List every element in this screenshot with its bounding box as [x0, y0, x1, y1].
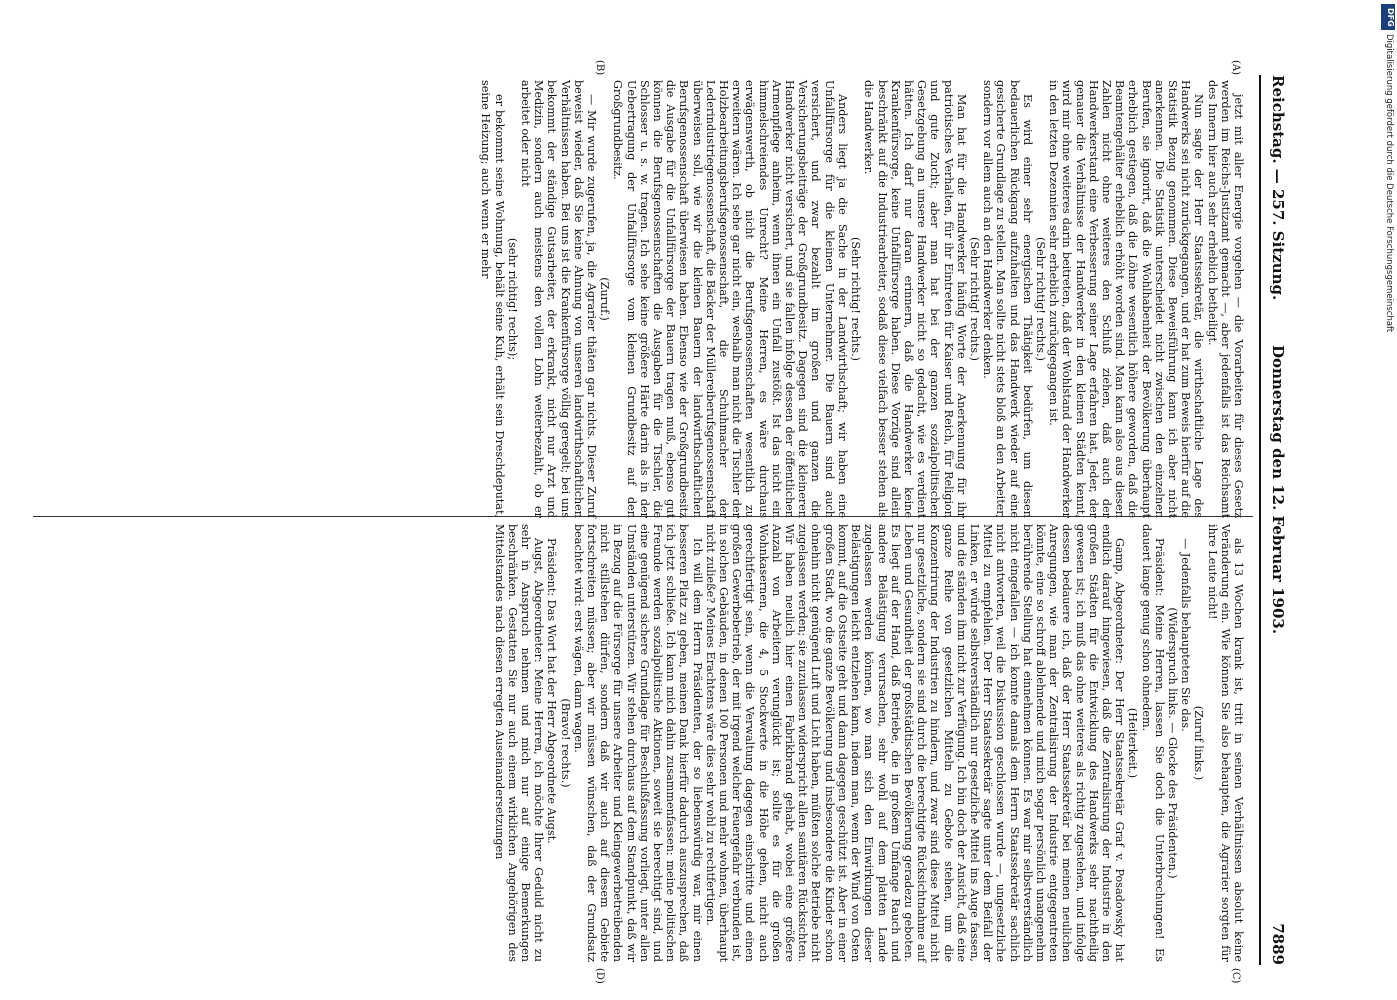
right-column-paragraph: (Bravo! rechts.) [558, 698, 572, 788]
right-column-paragraph: (Heiterkeit.) [1126, 707, 1140, 779]
left-column-paragraph: (Sehr richtig! rechts.) [849, 236, 863, 362]
right-column-paragraph: — Jedenfalls behaupteten Sie das. [1179, 538, 1193, 732]
header-left: Reichstag. — 257. Sitzung. [1269, 75, 1287, 301]
left-column-paragraph: (Sehr richtig! rechts.) [1033, 236, 1047, 362]
left-column-paragraph: Man hat für die Handwerker häufig Worte der Anerkennung für ihr patriotisches Verhalten, für ihr Eintreten für Kaiser und Reich, für Religion und gute Zucht; aber man hat bei der ganzen sozialpolitischen Gesetzgebung an unsere Handwerker nicht so gedacht, wie es verdient hätten. Ich darf nur daran erinnern, daß die Handwerker keine Krankenfürsorge, keine Unfallfürsorge haben. Diese Vorzüge sind allein beschränkt auf die Industriearbeiter, sodaß diese vielfach besser stehen als die Handwerker. [862, 80, 968, 518]
left-column [479, 80, 1245, 518]
right-column [492, 524, 1245, 962]
margin-mark-a: (A) [1230, 60, 1241, 76]
margin-mark-b: (B) [594, 60, 605, 76]
left-column-paragraph: Nun sagte der Herr Staatssekretär, die wirthschaftliche Lage des Handwerks sei nicht zurückgegangen, und er hat zum Beweis hierfür auf die Statistik Bezug genommen. Diese Beweisführung kann ich aber nicht anerkennen. Die Statistik unterscheidet nicht zwischen den einzelnen Berufen, sie ignorirt, daß die Wohlhabenheit der Bevölkerung überhaupt erheblich gestiegen, daß die Löhne wesentlich höhere geworden, daß die Beamtengehälter erheblich erhöht worden sind. Man kann also aus diesen Zahlen nicht ohne weiteres den Schluß ziehen, daß auch der Handwerkerstand eine Verbesserung seiner Lage erfahren hat. Jeder, der genauer die Verhältnisse der Handwerker in den kleinen Städten kennt, wird mir ohne weiteres darin beitreten, daß der Wohlstand der Handwerker in den letzten Dezennien sehr erheblich zurückgegangen ist. [1047, 80, 1206, 518]
right-column-paragraph: Ich will dem Herrn Präsidenten, der so liebenswürdig war, mir einen besseren Platz zu geben, meinen Dank hierfür dadurch auszusprechen, daß ich jetzt schließe. Ich kann mich dahin zusammenfassen: meine politischen Freunde werden sozialpolitische Aktionen, soweit sie berechtigt sind, und eine genügend sichere Grundlage für Beschlußfassung vorliegt, unter allen Umständen unterstützen. Wir stehen durchaus auf dem Standpunkt, daß wir in Bezug auf die Fürsorge für unsere Arbeiter und Kleingewerbetreibenden nicht stillstehen dürfen, sondern daß wir auch auf diesem Gebiete fortschreiten müssen; aber wir müssen wünschen, daß der Grundsatz beachtet wird: erst wägen, dann wagen. [571, 524, 704, 962]
left-column-paragraph: (sehr richtig! rechts); [505, 237, 519, 361]
running-header [1263, 75, 1287, 965]
header-date: Donnerstag den 12. Februar 1903. [1269, 345, 1287, 635]
right-column-paragraph: (Zuruf links.) [1192, 705, 1206, 781]
left-column-paragraph: Es wird einer sehr energischen Thätigkeit bedürfen, um diesen bedauerlichen Rückgang aufzuhalten und das Handwerk wieder auf eine gesicherte Grundlage zu stellen. Man sollte nicht stets bloß an den Arbeiter, sondern vor allem auch an den Handwerker denken. [981, 80, 1034, 518]
dfg-logo: DFG [1381, 4, 1395, 30]
right-column-paragraph: Präsident: Meine Herren, lassen Sie doch die Unterbrechungen! Es dauert lange genug schon ohnedem. [1139, 524, 1166, 962]
right-column-paragraph: Präsident: Das Wort hat der Herr Abgeordnete Augst. [545, 538, 559, 844]
column-rule [33, 516, 1253, 517]
left-column-paragraph: er bekommt seine Wohnung, behält seine Kuh, erhält sein Dreschdeputat, seine Heizung; auch wenn er mehr [479, 80, 506, 518]
funding-note: Digitalisierung gefördert durch die Deutsche Forschungsgemeinschaft [1384, 34, 1394, 333]
margin-mark-c: (C) [1230, 968, 1241, 984]
left-column-paragraph: jetzt mit aller Energie vorgehen — die Vorarbeiten für dieses Gesetz werden im Reichs-Justizamt gemacht —, aber jedenfalls ist das Reichsamt des Innern hier auch sehr erheblich betheiligt. [1205, 80, 1245, 518]
margin-mark-d: (D) [594, 968, 605, 984]
page-number: 7889 [1269, 923, 1287, 965]
right-column-paragraph: (Widerspruch links. — Glocke des Präsidenten.) [1165, 607, 1179, 879]
left-column-paragraph: — Mir wurde zugerufen, ja, die Agrarier thäten gar nichts. Dieser Zuruf beweist wieder, daß Sie keine Ahnung von unseren landwirthschaftlichen Verhältnissen haben. Bei uns ist die Krankenfürsorge völlig geregelt; bei uns bekommt der ständige Gutsarbeiter, der erkrankt, nicht nur Arzt und Medizin, sondern auch meistens den vollen Lohn weiterbezahlt, ob er arbeitet oder nicht [519, 80, 599, 518]
header-rule [1259, 75, 1261, 965]
left-column-paragraph: Anders liegt ja die Sache in der Landwirthschaft; wir haben eine Unfallfürsorge für die kleinen Unternehmer. Die Bauern sind auch versichert, und zwar bezahlt im großen und ganzen die Versicherungsbeiträge der Großgrundbesitz. Dagegen sind die kleineren Handwerker nicht versichert, und sie fallen infolge dessen der öffentlichen Armenpflege anheim, wenn ihnen ein Unfall zustößt. Ist das nicht ein himmelschreiendes Unrecht? Meine Herren, es wäre durchaus erwägenswerth, ob nicht die Berufsgenossenschaften wesentlich zu erweitern wären. Ich sehe gar nicht ein, weshalb man nicht die Tischler der Holzbearbeitungsberufsgenossenschaft, die Schuhmacher der Lederindustriegenossenschaft, die Bäcker der Müllereiberufsgenossenschaft überweisen soll, wie wir die kleinen Bauern der landwirthschaftlichen Berufsgenossenschaft überwiesen haben. Ebenso wie der Großgrundbesitz die Ausgabe für die Unfallfürsorge der Bauern tragen muß, ebenso gut können die Berufsgenossenschaften die Ausgaben für die Tischler, die Schlosser u. s. w. tragen. Ich sehe keine größere Härte darin als in der Uebertragung der Unfallfürsorge vom kleinen Grundbesitz auf den Großgrundbesitz. [611, 80, 849, 518]
digitization-sidebar [1377, 0, 1397, 1000]
rotated-text-page [15, 0, 1305, 1000]
left-column-paragraph: (Zuruf.) [598, 277, 612, 321]
right-column-paragraph: als 13 Wochen krank ist, tritt in seinen Verhältnissen absolut keine Veränderung ein. Wie können Sie also behaupten, die Agrarier sorgten für ihre Leute nicht! [1205, 524, 1245, 962]
right-column-paragraph: Augst, Abgeordneter: Meine Herren, ich möchte Ihrer Geduld nicht zu sehr in Anspruch nehmen und mich nur auf einige Bemerkungen beschränken. Gestatten Sie nur auch einem wirklichen Angehörigen des Mittelstandes nach diesen erregten Auseinandersetzungen [492, 524, 546, 962]
right-column-paragraph: Gamp, Abgeordneter: Der Herr Staatssekretär Graf v. Posadowsky hat endlich darauf hingewiesen, daß die Zentralisirung der Industrie in den großen Städten für die Entwicklung des Handwerks sehr nachtheilig gewesen ist; ich muß das ohne weiteres als richtig zugestehen, und infolge dessen bedauere ich, daß der Herr Staatssekretär bei meinen neulichen Anregungen, wie man der Zentralisirung der Industrie entgegentreten könnte, eine so schroff ablehnende und mich sogar persönlich unangenehm berührende Stellung hat einnehmen können. Es war mir selbstverständlich nicht eingefallen — ich konnte damals dem Herrn Staatssekretär sachlich nicht antworten, weil die Diskussion geschlossen wurde —, ungesetzliche Mittel zu empfehlen. Der Herr Staatssekretär sagte unter dem Beifall der Linken, er würde selbstverständlich nur gesetzliche Mittel ins Auge fassen, und die ständen ihm nicht zur Verfügung. Ich bin doch der Ansicht, daß eine ganze Reihe von gesetzlichen Mitteln zu Gebote stehen, um die Konzentrirung der Industrien zu hindern, und zwar sind diese Mittel nicht nur gesetzliche, sondern sie sind durch die berechtigte Rücksichtnahme auf Leben und Gesundheit der großstädtischen Bevölkerung geradezu geboten. Es liegt auf der Hand, daß Betriebe, die in großem Umfange Rauch und andere Belästigung verursachen, sehr wohl auf dem platten Lande zugelassen werden können, wo man sich den Einwirkungen dieser Belästigungen leicht entziehen kann, indem man, wenn der Wind von Osten kommt, auf die Ostseite geht und dann dagegen geschützt ist. Aber in einer großen Stadt, wo die ganze Bevölkerung und insbesondere die Kinder schon ohnehin nicht genügend Luft und Licht haben, müßten solche Betriebe nicht zugelassen werden; sie zuzulassen widerspricht allen sanitären Rücksichten. Wir haben neulich hier einen Fabrikbrand gehabt, wobei eine größere Anzahl von Arbeitern verunglückt ist; sollte es für die großen Wohnkasernen, die 4, 5 Stockwerte in die Höhe gehen, nicht auch gerechtfertigt sein, wenn die Verwaltung dagegen einschritte und einen großen Gewerbebetrieb, der mit irgend welcher Feuergefahr verbunden ist, in solchen Gebäuden, in denen 100 Personen und mehr wohnen, überhaupt nicht zuließe? Meines Erachtens wäre dies sehr wohl zu rechtfertigen. [703, 524, 1127, 962]
left-column-paragraph: (Sehr richtig! rechts.) [967, 236, 981, 362]
